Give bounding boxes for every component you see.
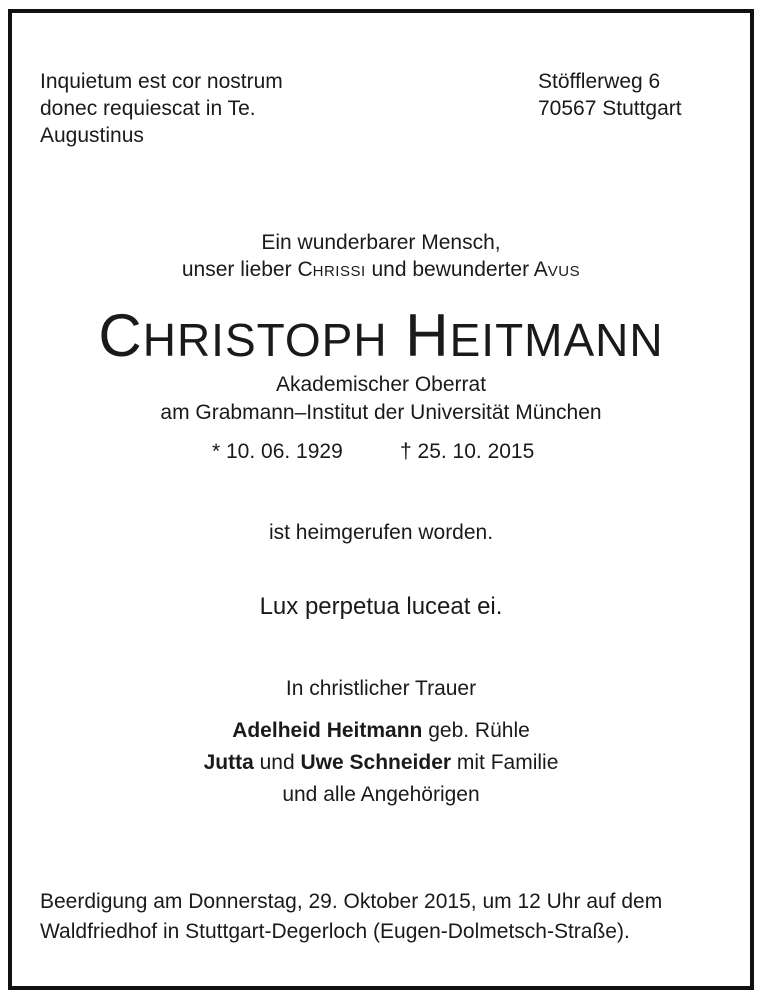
mourner-name-uwe: Uwe Schneider bbox=[300, 751, 452, 774]
mourner-line-3: und alle Angehörigen bbox=[282, 783, 480, 806]
intro-line-2-prefix: unser lieber bbox=[181, 258, 298, 281]
deceased-title: Akademischer Oberrat bbox=[275, 373, 487, 396]
nickname-rest: HRISSI bbox=[312, 263, 366, 280]
avus-rest: VUS bbox=[547, 263, 581, 280]
funeral-line-2: Waldfriedhof in Stuttgart-Degerloch (Eugen-Dolmetsch-Straße). bbox=[40, 920, 630, 943]
deceased-institution: am Grabmann–Institut der Universität München bbox=[160, 401, 602, 424]
birth-date: * 10. 06. 1929 bbox=[212, 440, 343, 463]
intro-line-2 bbox=[12, 256, 750, 286]
obituary-notice bbox=[8, 9, 754, 990]
mourner-line-2 bbox=[12, 749, 750, 777]
statement: ist heimgerufen worden. bbox=[268, 521, 494, 544]
avus-initial: A bbox=[533, 258, 548, 281]
address-city: 70567 Stuttgart bbox=[538, 97, 682, 120]
quote-line-1: Inquietum est cor nostrum bbox=[40, 70, 283, 93]
address-street: Stöfflerweg 6 bbox=[538, 70, 661, 93]
first-name-initial: C bbox=[98, 302, 143, 369]
deceased-name bbox=[12, 301, 750, 375]
blessing: Lux perpetua luceat ei. bbox=[259, 593, 503, 620]
last-name-initial: H bbox=[405, 302, 450, 369]
death-date: † 25. 10. 2015 bbox=[400, 440, 535, 463]
mourner-line-2-and: und bbox=[253, 751, 301, 774]
nickname-initial: C bbox=[297, 258, 313, 281]
mourner-line-2-rest: mit Familie bbox=[451, 751, 559, 774]
quote-author: Augustinus bbox=[40, 124, 144, 147]
funeral-line-1: Beerdigung am Donnerstag, 29. Oktober 2015, um 12 Uhr auf dem bbox=[40, 890, 663, 913]
mourner-name-adelheid: Adelheid Heitmann bbox=[232, 719, 423, 742]
mourner-line-1 bbox=[12, 717, 750, 745]
last-name-rest: EITMANN bbox=[449, 314, 664, 366]
mourners-intro: In christlicher Trauer bbox=[285, 677, 477, 700]
intro-line-1: Ein wunderbarer Mensch, bbox=[261, 231, 501, 254]
quote-line-2: donec requiescat in Te. bbox=[40, 97, 256, 120]
intro-line-2-middle: und bewunderter bbox=[365, 258, 534, 281]
mourner-line-1-rest: geb. Rühle bbox=[422, 719, 530, 742]
first-name-rest: HRISTOPH bbox=[142, 314, 388, 366]
mourner-name-jutta: Jutta bbox=[203, 751, 254, 774]
